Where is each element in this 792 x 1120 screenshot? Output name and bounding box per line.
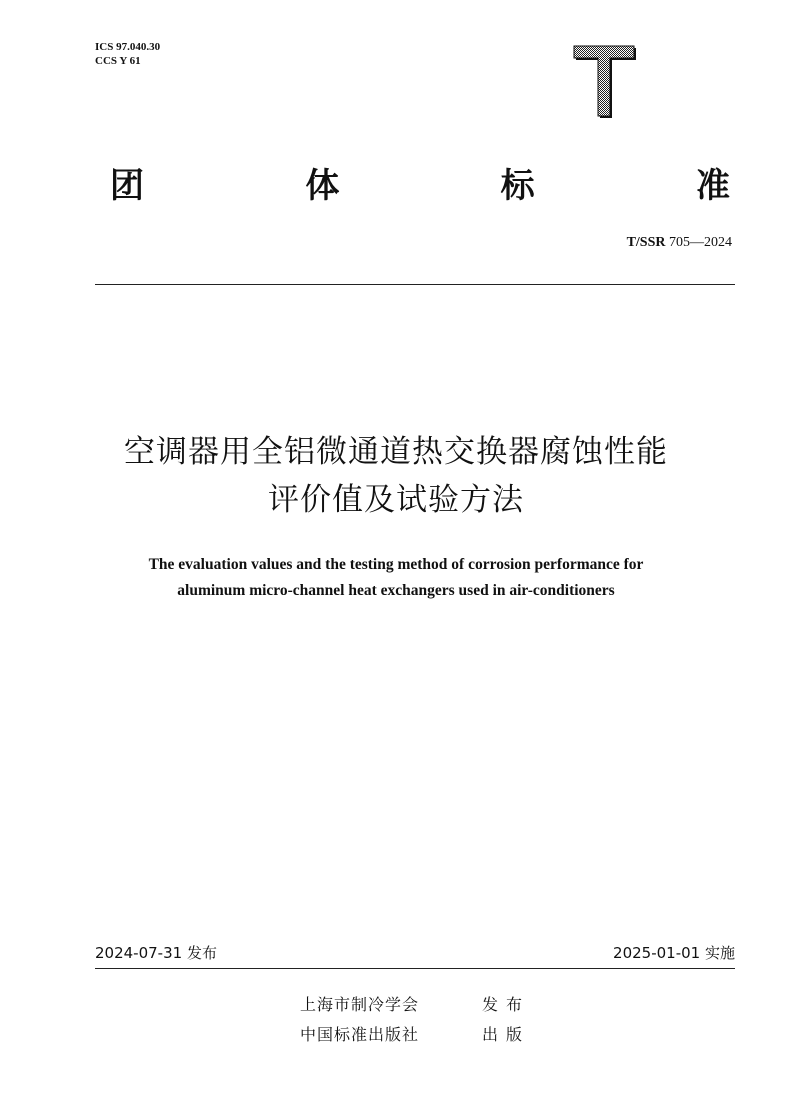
standard-number <box>627 235 732 251</box>
standard-type-char: 准 <box>695 166 730 206</box>
organization-action: 发布 <box>482 995 531 1014</box>
chinese-title <box>60 428 732 524</box>
organization-row <box>300 1020 530 1050</box>
english-title-line: aluminum micro-channel heat exchangers used in air-conditioners <box>177 582 615 599</box>
issue-date: 2024-07-31 发布 <box>95 944 217 962</box>
standard-type-heading <box>110 158 730 204</box>
organization-action: 出版 <box>482 1025 531 1044</box>
chinese-title-line: 评价值及试验方法 <box>268 482 524 518</box>
implementation-date: 2025-01-01 实施 <box>613 944 735 962</box>
organization-name: 中国标准出版社 <box>300 1025 420 1044</box>
date-row <box>95 942 735 966</box>
standard-number-prefix: T/SSR <box>626 235 666 250</box>
standard-type-char: 体 <box>305 166 340 206</box>
ics-code: ICS 97.040.30 <box>95 41 161 53</box>
standard-number-value: 705—2024 <box>669 235 732 250</box>
organization-row <box>300 990 530 1020</box>
t-logo-icon <box>572 42 642 122</box>
english-title-line: The evaluation values and the testing method of corrosion performance for <box>148 556 644 573</box>
organizations <box>300 990 530 1050</box>
standard-type-char: 团 <box>110 166 144 206</box>
classification-codes <box>95 40 160 68</box>
standard-type-char: 标 <box>500 166 535 206</box>
ccs-code: CCS Y 61 <box>95 55 141 67</box>
chinese-title-line: 空调器用全铝微通道热交换器腐蚀性能 <box>124 434 668 470</box>
top-divider <box>95 284 735 285</box>
english-title <box>60 552 732 604</box>
organization-name: 上海市制冷学会 <box>300 995 420 1014</box>
bottom-divider <box>95 968 735 969</box>
